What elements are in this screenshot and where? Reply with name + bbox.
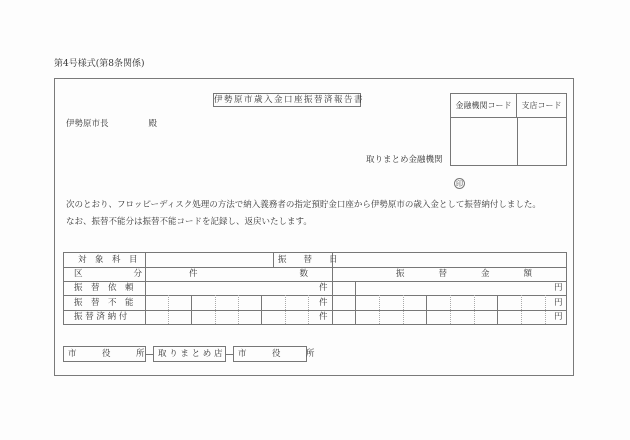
paragraph-2: なお、振替不能分は振替不能コードを記録し、返戻いたします。 [66,217,312,227]
subject-label: 対 象 科 目 [78,255,138,265]
document-title: 伊勢原市歳入金口座振替済報告書 [214,95,365,105]
count-header: 件 数 [189,269,309,279]
flow-connector [146,354,153,355]
row-label-completed: 振 替 済 納 付 [74,312,128,322]
flow-aggregating-branch: 取 り ま と め 店 [153,346,226,362]
count-unit: 件 [319,283,328,293]
dotted-divider [238,295,239,324]
branch-code-field[interactable] [518,118,566,165]
bank-code-field[interactable] [451,118,517,165]
dotted-divider [215,295,216,324]
dotted-divider [403,295,404,324]
col-divider [273,253,274,267]
row-label-failed: 振 替 不 能 [74,298,134,308]
dotted-divider [379,295,380,324]
amount-unit: 円 [554,298,563,308]
transfer-date-field[interactable] [333,253,565,267]
addressee [66,117,157,129]
count-unit: 件 [319,298,328,308]
subject-field[interactable] [146,253,273,267]
count-unit: 件 [319,312,328,322]
seal-icon: 印 [456,180,463,188]
row-divider [64,310,566,311]
amount-unit: 円 [554,312,563,322]
amount-header: 振 替 金 額 [396,269,533,279]
row-label-request: 振 替 依 頼 [74,283,134,293]
dotted-divider [545,295,546,324]
bank-code-label: 金融機関コード [451,94,517,118]
col-divider [355,281,356,324]
row-divider [64,295,566,296]
paragraph-1: 次のとおり、フロッピーディスク処理の方法で納入義務者の指定預貯金口座から伊勢原市の歳入金として振替納付しました。 [66,200,541,210]
form-number: 第4号様式(第8条関係) [54,59,145,69]
dotted-divider [168,295,169,324]
addressee-name: 伊勢原市長 [66,119,109,129]
dotted-divider [285,295,286,324]
addressee-honorific: 殿 [148,119,158,129]
aggregating-bank-label: 取りまとめ金融機関 [366,155,443,165]
dotted-divider [474,295,475,324]
transfer-date-label: 振 替 日 [278,255,338,265]
col-divider [261,295,262,324]
col-divider [497,295,498,324]
flow-city-office-1: 市 役 所 [63,346,146,362]
col-divider [426,295,427,324]
transfer-table [63,252,567,325]
code-box [450,93,567,166]
flow-connector [226,354,233,355]
dotted-divider [450,295,451,324]
flow-city-office-2: 市 役 所 [233,346,307,362]
category-header: 区 分 [74,269,143,279]
branch-code-label: 支店コード [517,94,566,118]
row-divider [64,281,566,282]
dotted-divider [308,295,309,324]
col-divider [191,295,192,324]
dotted-divider [521,295,522,324]
amount-unit: 円 [554,283,563,293]
